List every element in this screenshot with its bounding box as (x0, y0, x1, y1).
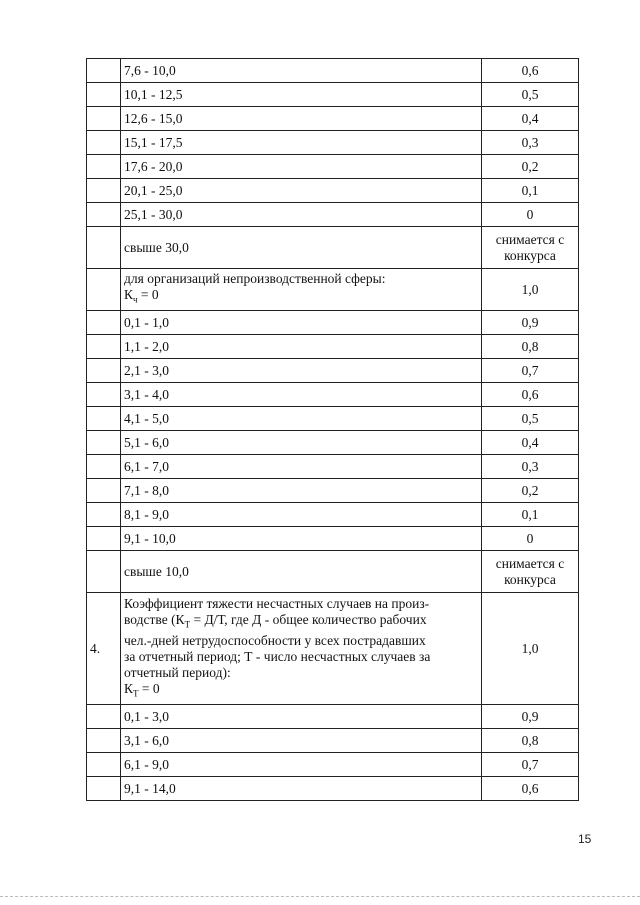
description-cell (121, 269, 482, 311)
value-line: снимается с (495, 555, 565, 571)
value-cell: 0,8 (482, 729, 579, 753)
range-cell: 7,1 - 8,0 (121, 479, 482, 503)
k-equals: = 0 (138, 680, 160, 696)
range-cell: 1,1 - 2,0 (121, 335, 482, 359)
k-subscript: ч (133, 294, 138, 305)
text-fragment: водстве (К (124, 611, 185, 627)
description-line: Коэффициент тяжести несчастных случаев на произ- (124, 595, 430, 611)
table-row (87, 753, 579, 777)
number-cell (87, 383, 121, 407)
text-fragment: = Д/Т, где Д - общее количество рабочих (190, 611, 427, 627)
table-row (87, 777, 579, 801)
value-cell: 1,0 (482, 593, 579, 705)
table-row (87, 131, 579, 155)
value-cell: 0,3 (482, 455, 579, 479)
range-cell: 3,1 - 4,0 (121, 383, 482, 407)
description-line (124, 612, 478, 633)
k-symbol: К (124, 287, 134, 303)
value-cell: 0,9 (482, 705, 579, 729)
number-cell (87, 107, 121, 131)
table-row (87, 59, 579, 83)
number-cell (87, 155, 121, 179)
number-cell (87, 777, 121, 801)
value-line: снимается с (495, 231, 565, 247)
value-cell: 0,8 (482, 335, 579, 359)
description-cell (121, 593, 482, 705)
value-cell: 0 (482, 203, 579, 227)
number-cell (87, 83, 121, 107)
number-cell (87, 407, 121, 431)
range-cell: 6,1 - 9,0 (121, 753, 482, 777)
value-cell: 0,4 (482, 107, 579, 131)
value-cell: 0,6 (482, 59, 579, 83)
number-cell (87, 479, 121, 503)
number-cell (87, 527, 121, 551)
table-row (87, 383, 579, 407)
table-row (87, 431, 579, 455)
description-line: отчетный период): (124, 664, 231, 680)
coefficient-table (86, 58, 579, 801)
value-cell: 0,4 (482, 431, 579, 455)
range-cell: 4,1 - 5,0 (121, 407, 482, 431)
table-row (87, 155, 579, 179)
coefficient-line (124, 681, 478, 702)
range-cell: 2,1 - 3,0 (121, 359, 482, 383)
range-cell: 10,1 - 12,5 (121, 83, 482, 107)
value-cell: 0,6 (482, 777, 579, 801)
table-row (87, 203, 579, 227)
description-line: за отчетный период; Т - число несчастных случаев за (124, 648, 431, 664)
range-cell: 17,6 - 20,0 (121, 155, 482, 179)
table-row (87, 455, 579, 479)
value-cell: 0,2 (482, 155, 579, 179)
value-cell: 0 (482, 527, 579, 551)
number-cell (87, 179, 121, 203)
table-row (87, 705, 579, 729)
value-cell: 0,3 (482, 131, 579, 155)
table-row (87, 527, 579, 551)
table-row (87, 729, 579, 753)
table-row (87, 83, 579, 107)
range-cell: 12,6 - 15,0 (121, 107, 482, 131)
table-row (87, 179, 579, 203)
value-cell: 0,5 (482, 83, 579, 107)
number-cell (87, 269, 121, 311)
description-line: чел.-дней нетрудоспособности у всех пострадавших (124, 632, 426, 648)
number-cell (87, 335, 121, 359)
table-row (87, 593, 579, 705)
value-line: конкурса (504, 247, 556, 263)
number-cell (87, 227, 121, 269)
number-cell (87, 203, 121, 227)
range-cell: 3,1 - 6,0 (121, 729, 482, 753)
range-cell: свыше 30,0 (121, 227, 482, 269)
number-cell (87, 551, 121, 593)
value-cell: 0,2 (482, 479, 579, 503)
number-cell (87, 131, 121, 155)
range-cell: 6,1 - 7,0 (121, 455, 482, 479)
value-cell: 0,7 (482, 753, 579, 777)
description-line: для организаций непроизводственной сферы: (124, 271, 386, 287)
range-cell: 0,1 - 1,0 (121, 311, 482, 335)
table-row (87, 407, 579, 431)
table-row (87, 227, 579, 269)
k-subscript: Т (184, 619, 191, 630)
k-subscript: Т (133, 688, 139, 699)
value-cell (482, 227, 579, 269)
number-cell (87, 359, 121, 383)
table-row (87, 479, 579, 503)
value-cell: 0,9 (482, 311, 579, 335)
table-row (87, 359, 579, 383)
range-cell: 15,1 - 17,5 (121, 131, 482, 155)
range-cell: свыше 10,0 (121, 551, 482, 593)
range-cell: 8,1 - 9,0 (121, 503, 482, 527)
table-row (87, 269, 579, 311)
value-cell: 0,1 (482, 503, 579, 527)
table-row (87, 335, 579, 359)
value-cell: 0,1 (482, 179, 579, 203)
k-symbol: К (124, 680, 134, 696)
range-cell: 0,1 - 3,0 (121, 705, 482, 729)
section-number: 4. (87, 593, 121, 705)
value-line: конкурса (504, 571, 556, 587)
range-cell: 5,1 - 6,0 (121, 431, 482, 455)
number-cell (87, 729, 121, 753)
table-row (87, 311, 579, 335)
page-number: 15 (578, 832, 592, 846)
number-cell (87, 753, 121, 777)
value-cell: 0,6 (482, 383, 579, 407)
range-cell: 25,1 - 30,0 (121, 203, 482, 227)
scan-edge-line (0, 896, 640, 897)
k-equals: = 0 (137, 287, 159, 303)
value-cell: 0,5 (482, 407, 579, 431)
range-cell: 20,1 - 25,0 (121, 179, 482, 203)
value-cell (482, 551, 579, 593)
range-cell: 7,6 - 10,0 (121, 59, 482, 83)
number-cell (87, 455, 121, 479)
number-cell (87, 311, 121, 335)
number-cell (87, 59, 121, 83)
range-cell: 9,1 - 14,0 (121, 777, 482, 801)
number-cell (87, 705, 121, 729)
range-cell: 9,1 - 10,0 (121, 527, 482, 551)
value-cell: 0,7 (482, 359, 579, 383)
number-cell (87, 503, 121, 527)
value-cell: 1,0 (482, 269, 579, 311)
table-row (87, 503, 579, 527)
table-row (87, 551, 579, 593)
table-row (87, 107, 579, 131)
coefficient-line (124, 287, 478, 308)
number-cell (87, 431, 121, 455)
